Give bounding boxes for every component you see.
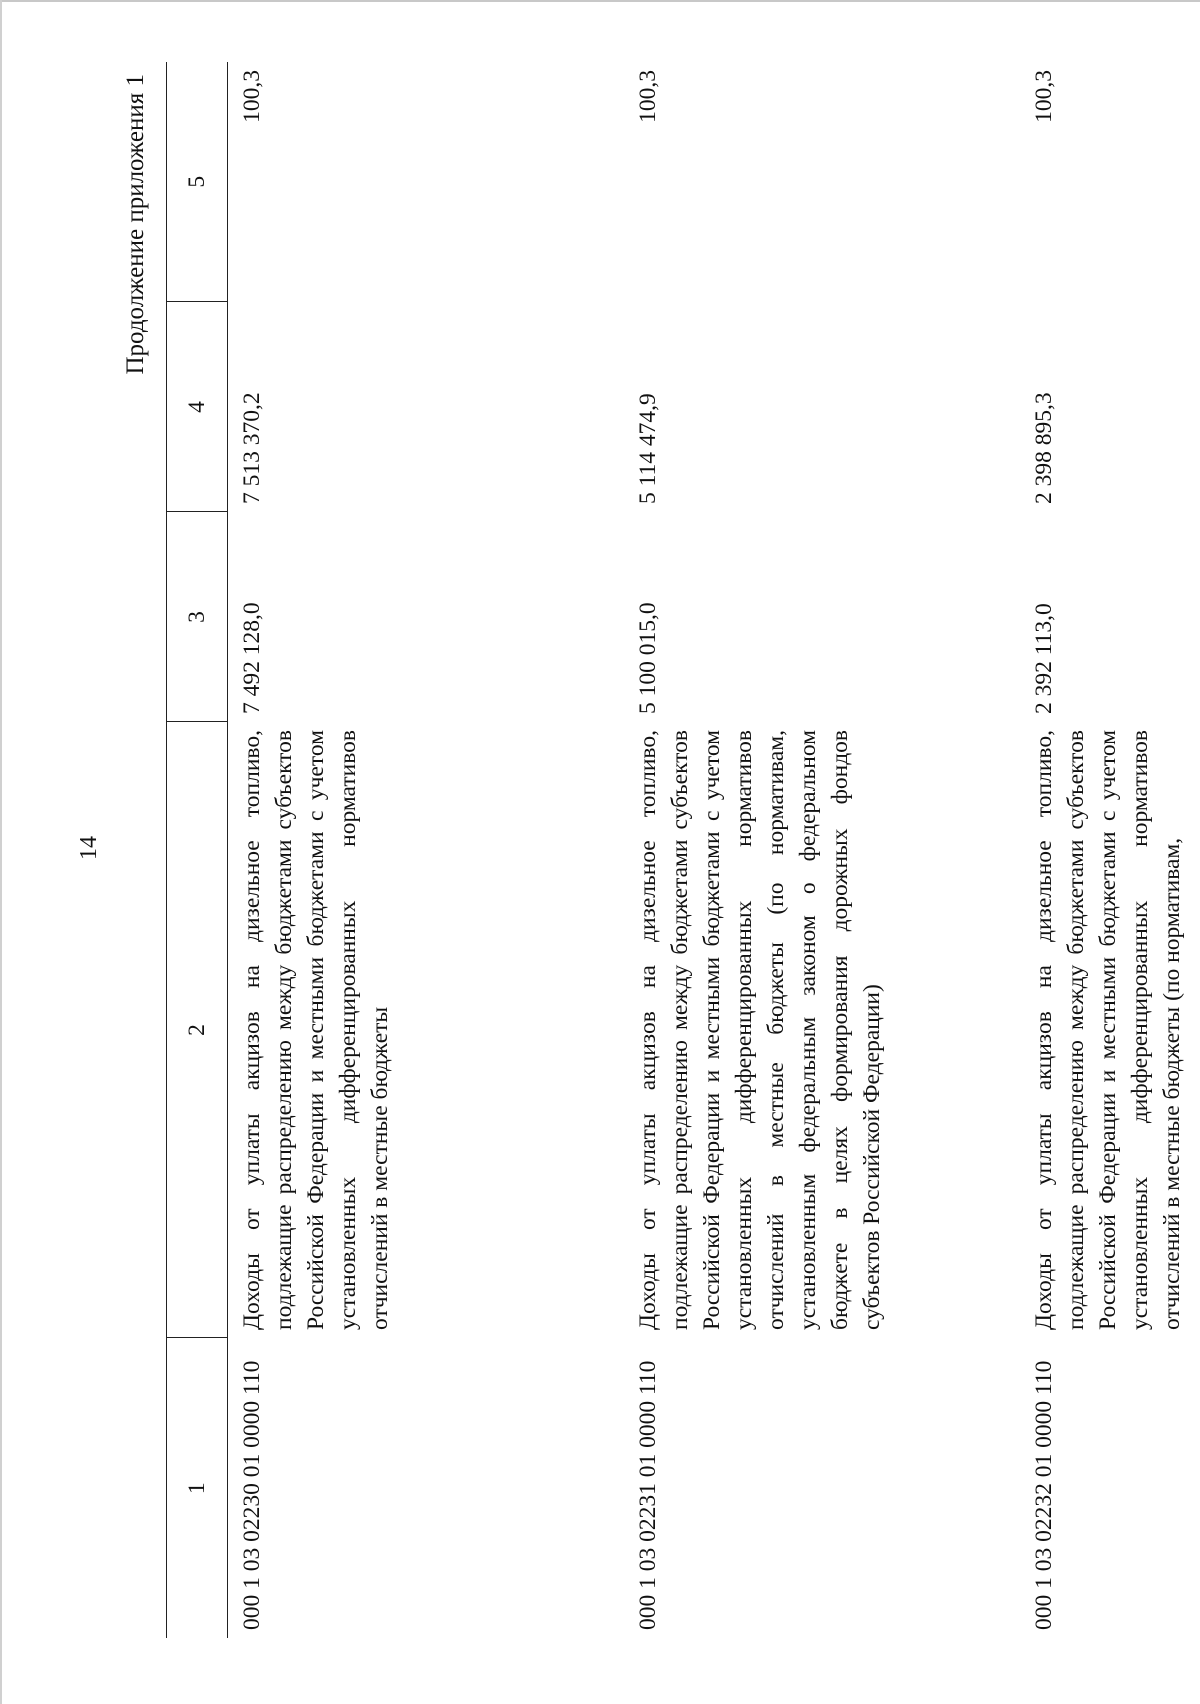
budget-code: 000 1 03 02230 01 0000 110 [239, 1360, 265, 1630]
value-col4: 7 513 370,2 [239, 392, 265, 504]
value-col4: 2 398 895,3 [1030, 392, 1057, 504]
revenue-description: Доходы от уплаты акцизов на дизельное топливо, подлежащие распределению между бюджетами субъектов Российской Федерации и местными бюджетами с учетом установленных дифференцированных нормативов отчислений в местные бюджеты (по нормативам, [1030, 730, 1185, 1330]
revenue-table [166, 62, 1200, 1638]
page-number: 14 [76, 836, 102, 860]
table-row [624, 62, 1020, 1638]
value-col5: 100,3 [634, 70, 661, 123]
value-col3: 5 100 015,0 [634, 602, 661, 714]
column-header-5: 5 [167, 62, 228, 302]
column-header-4: 4 [167, 302, 228, 512]
header-row [167, 62, 228, 1638]
table-row [1020, 62, 1200, 1638]
value-col5: 100,3 [239, 70, 265, 123]
budget-code: 000 1 03 02232 01 0000 110 [1030, 1360, 1057, 1630]
column-header-1: 1 [167, 1338, 228, 1638]
revenue-description: Доходы от уплаты акцизов на дизельное топливо, подлежащие распределению между бюджетами субъектов Российской Федерации и местными бюджетами с учетом установленных дифференцированных нормативов отчислений в местные бюджеты [239, 730, 393, 1330]
value-col3: 7 492 128,0 [239, 602, 265, 714]
value-col4: 5 114 474,9 [634, 393, 661, 504]
revenue-description: Доходы от уплаты акцизов на дизельное топливо, подлежащие распределению между бюджетами субъектов Российской Федерации и местными бюджетами с учетом установленных дифференцированных нормативов отчислений в местные бюджеты (по нормативам, установленным федеральным законом о федеральном бюджете в целях формирования дорожных фондов субъектов Российской Федерации) [634, 730, 885, 1330]
column-header-2: 2 [167, 722, 228, 1338]
appendix-continuation-caption: Продолжение приложения 1 [122, 74, 149, 375]
value-col3: 2 392 113,0 [1030, 603, 1057, 714]
budget-code: 000 1 03 02231 01 0000 110 [634, 1360, 661, 1630]
value-col5: 100,3 [1030, 70, 1057, 123]
table-row [228, 62, 624, 1638]
column-header-3: 3 [167, 512, 228, 722]
